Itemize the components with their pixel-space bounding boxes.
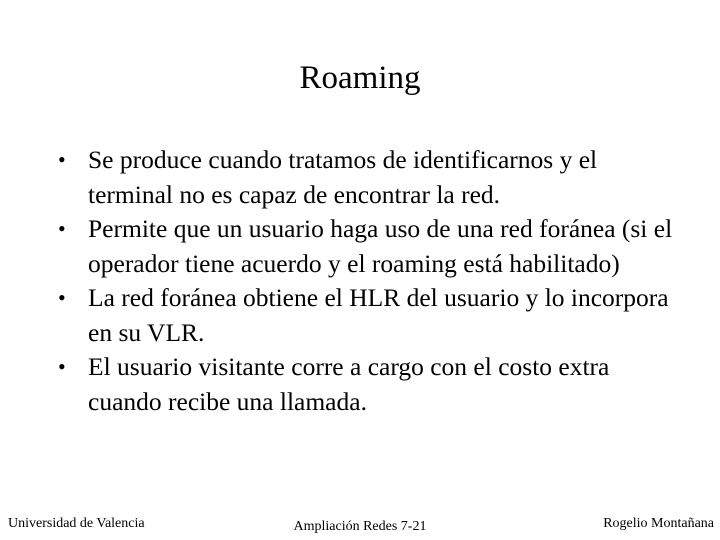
slide-title: Roaming [299,60,421,96]
footer-course-page: Ampliación Redes 7-21 [293,519,427,534]
bullet-text: Permite que un usuario haga uso de una red foránea (si el operador tiene acuerdo y el roaming está habilitado) [88,214,673,278]
bullet-icon: • [58,216,66,241]
bullet-icon: • [58,285,66,310]
footer-institution: Universidad de Valencia [8,516,145,531]
bullet-list [58,143,688,419]
bullet-item [58,281,688,350]
bullet-item [58,350,688,419]
bullet-text: El usuario visitante corre a cargo con el costo extra cuando recibe una llamada. [88,352,610,416]
bullet-text: Se produce cuando tratamos de identificarnos y el terminal no es capaz de encontrar la red. [88,145,598,209]
bullet-item [58,212,688,281]
bullet-icon: • [58,147,66,172]
bullet-text: La red foránea obtiene el HLR del usuario y lo incorpora en su VLR. [88,283,669,347]
bullet-icon: • [58,354,66,379]
footer-author: Rogelio Montañana [603,516,714,531]
bullet-item [58,143,688,212]
